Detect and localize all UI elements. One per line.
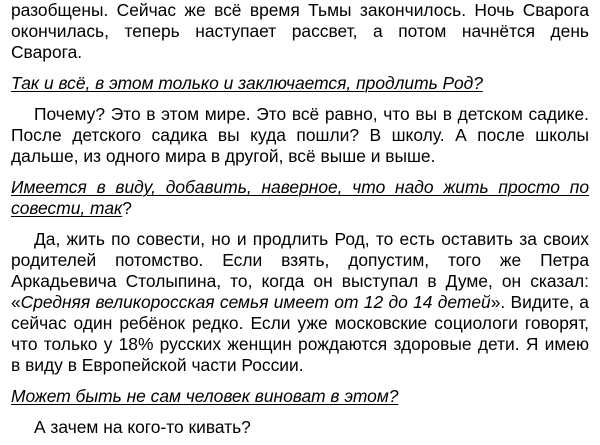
answer-text-before: Да, жить по совести, но и продлить Род, то есть оставить за своих родителей потомство. Если взять, допустим, того же Петра Аркадьевича Столыпина, то, когда он выступал в Думе, он сказал: « bbox=[11, 229, 589, 312]
question-paragraph-1 bbox=[11, 73, 589, 94]
question-tail: ? bbox=[122, 198, 132, 218]
question-paragraph-2 bbox=[11, 177, 589, 219]
answer-paragraph-2: Почему? Это в этом мире. Это всё равно, что вы в детском садике. После детского садика вы куда пошли? В школу. А после школы дальше, из одного мира в другой, всё выше и выше. bbox=[11, 104, 589, 166]
document-page bbox=[11, 0, 589, 438]
question-paragraph-3 bbox=[11, 386, 589, 407]
answer-paragraph-3 bbox=[11, 229, 589, 376]
question-text: Имеется в виду, добавить, наверное, что надо жить просто по совести, так bbox=[11, 177, 589, 218]
question-text: Может быть не сам человек виноват в этом? bbox=[11, 386, 399, 406]
stolypin-quote: Средняя великоросская семья имеет от 12 до 14 детей bbox=[20, 292, 491, 312]
answer-paragraph-1: разобщены. Сейчас же всё время Тьмы закончилось. Ночь Сварога окончилась, теперь наступает рассвет, а потом начнётся день Сварога. bbox=[11, 0, 589, 62]
answer-paragraph-4: А зачем на кого-то кивать? bbox=[34, 417, 251, 437]
question-text: Так и всё, в этом только и заключается, продлить Род? bbox=[11, 73, 483, 93]
answer-text-after: ». Видите, а сейчас один ребёнок редко. Если уже московские социологи говорят, что только у 18% русских женщин рождаются здоровые дети. Я имею в виду в Европейской части России. bbox=[11, 292, 589, 375]
